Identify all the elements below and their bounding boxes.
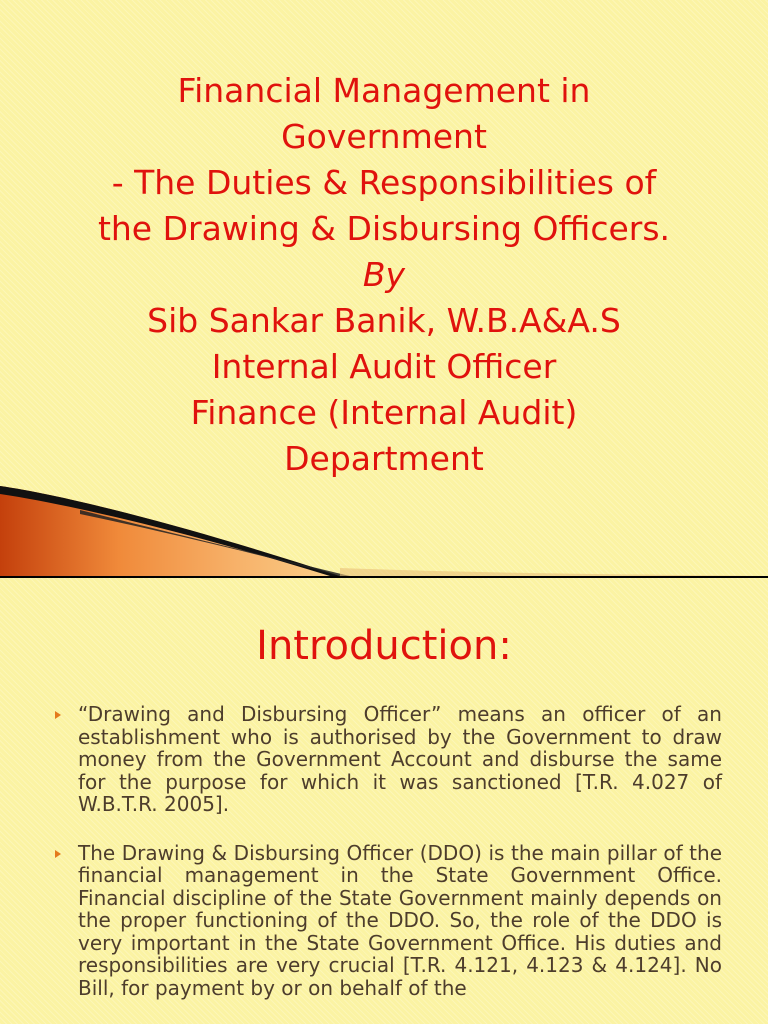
title-line: Government xyxy=(281,117,487,156)
bullet-text: The Drawing & Disbursing Officer (DDO) is the main pillar of the financial management in the State Government Office. Financial discipline of the State Government mainly depends on the proper functioning of the DDO. So, the role of the DDO is very important in the State Government Office. His duties and responsibilities are very crucial [T.R. 4.121, 4.123 & 4.124]. No Bill, for payment by or on behalf of the xyxy=(78,840,722,1000)
author-department: Finance (Internal Audit) xyxy=(190,393,578,432)
bullet-list xyxy=(50,703,722,1024)
author-name: Sib Sankar Banik, W.B.A&A.S xyxy=(147,301,621,340)
title-line: Financial Management in xyxy=(177,71,591,110)
author-designation: Internal Audit Officer xyxy=(211,347,557,386)
bullet-text: “Drawing and Disbursing Officer” means an officer of an establishment who is authorised by the Government to draw money from the Government Account and disburse the same for the purpose for which it was sanctioned [T.R. 4.027 of W.B.T.R. 2005]. xyxy=(78,702,722,816)
slide-heading: Introduction: xyxy=(256,623,512,669)
list-item xyxy=(50,842,722,1000)
decorative-swoosh xyxy=(0,480,768,576)
list-item xyxy=(50,703,722,816)
triangle-bullet-icon xyxy=(55,850,61,858)
title-line: the Drawing & Disbursing Officers. xyxy=(97,209,671,248)
triangle-bullet-icon xyxy=(55,711,61,719)
title-line: - The Duties & Responsibilities of xyxy=(111,163,657,202)
by-label: By xyxy=(362,255,406,294)
title-block xyxy=(0,68,768,482)
author-department: Department xyxy=(284,439,484,478)
